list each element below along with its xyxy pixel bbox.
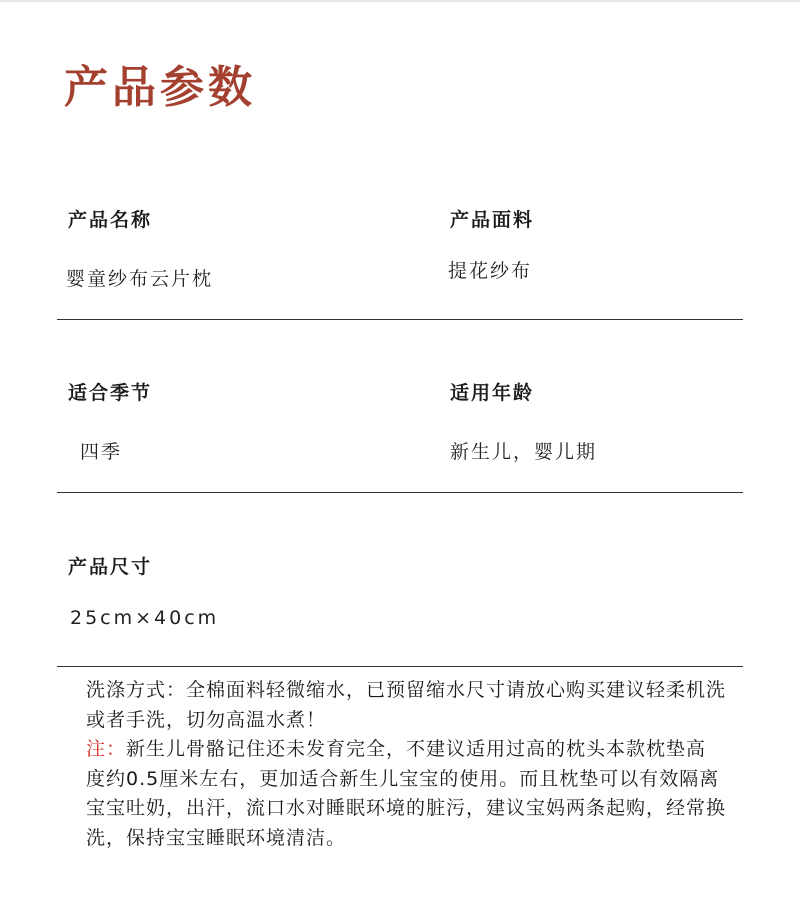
row-divider bbox=[57, 492, 743, 493]
age-value: 新生儿，婴儿期 bbox=[450, 441, 598, 463]
washing-instructions: 洗涤方式：全棉面料轻微缩水，已预留缩水尺寸请放心购买建议轻柔机洗或者手洗，切勿高温水煮！ bbox=[86, 679, 727, 731]
season-label: 适合季节 bbox=[68, 382, 153, 404]
product-name-value: 婴童纱布云片枕 bbox=[66, 268, 214, 290]
size-label: 产品尺寸 bbox=[68, 556, 153, 578]
attention-label: 注： bbox=[86, 738, 127, 760]
row-divider bbox=[57, 666, 743, 667]
age-label: 适用年龄 bbox=[450, 382, 535, 404]
care-notes bbox=[86, 676, 726, 853]
product-fabric-label: 产品面料 bbox=[450, 209, 535, 231]
product-fabric-value: 提花纱布 bbox=[448, 260, 533, 282]
top-divider bbox=[0, 0, 800, 2]
attention-note bbox=[86, 735, 726, 853]
season-value: 四季 bbox=[80, 441, 123, 463]
row-divider bbox=[57, 319, 743, 320]
size-value: 25cm×40cm bbox=[70, 607, 220, 629]
attention-text: 新生儿骨骼记住还未发育完全，不建议适用过高的枕头本款枕垫高度约0.5厘米左右，更加适合新生儿宝宝的使用。而且枕垫可以有效隔离宝宝吐奶，出汗，流口水对睡眠环境的脏污，建议宝妈两条起购，经常换洗，保持宝宝睡眠环境清洁。 bbox=[86, 738, 727, 849]
product-name-label: 产品名称 bbox=[68, 209, 153, 231]
page-title: 产品参数 bbox=[64, 62, 256, 113]
